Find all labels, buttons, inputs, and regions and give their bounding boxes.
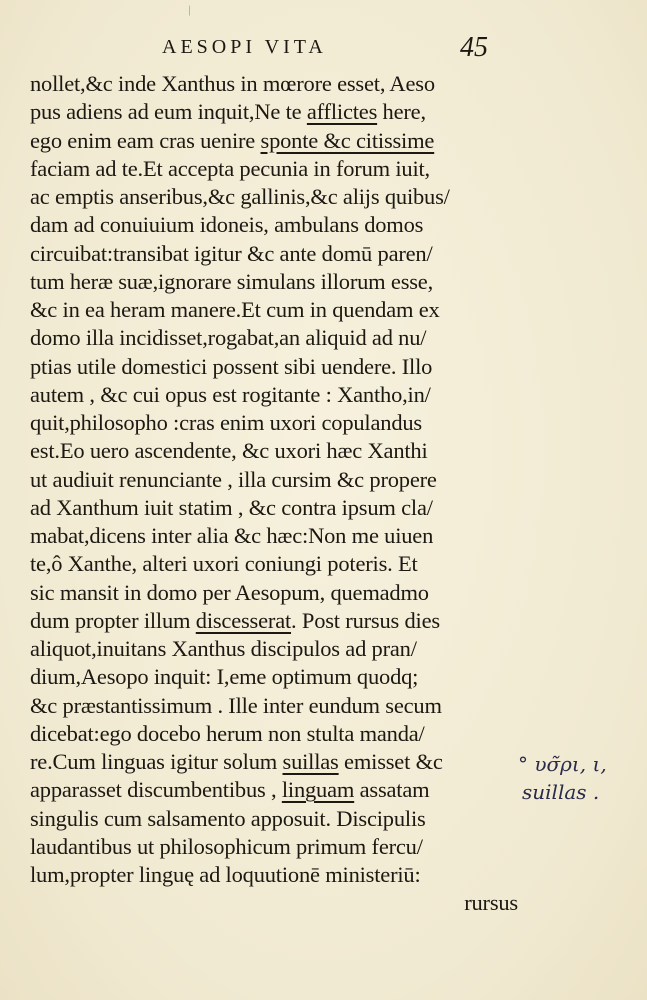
text-segment: quit,philosopho :cras enim uxori copulandus <box>30 410 422 435</box>
text-segment: ac emptis anseribus,&c gallinis,&c alijs quibus/ <box>30 184 450 209</box>
text-segment: &c præstantissimum . Ille inter eundum secum <box>30 692 442 718</box>
text-segment: laudantibus ut philosophicum primum fercu/ <box>30 833 423 859</box>
text-segment: dum propter illum <box>30 607 196 633</box>
text-segment: singulis cum salsamento apposuit. Discipulis <box>30 805 426 831</box>
text-segment: dium,Aesopo inquit: I,eme optimum quodq; <box>30 664 419 690</box>
underlined-word: sponte &c citissime <box>260 127 435 153</box>
text-line <box>30 861 518 889</box>
text-segment: ego enim eam cras uenire <box>30 127 261 153</box>
page-header <box>0 30 647 66</box>
text-segment: domo illa incidisset,rogabat,an aliquid ad nu/ <box>30 325 427 351</box>
text-line <box>30 607 518 635</box>
text-line <box>30 353 518 381</box>
text-segment: circuibat:transibat igitur &c ante domū paren/ <box>30 240 433 266</box>
text-segment: te,ô Xanthe, alteri uxori coniungi poteris. Et <box>30 551 418 577</box>
text-segment: emisset &c <box>338 749 443 774</box>
text-line <box>30 579 518 607</box>
text-line <box>30 98 518 126</box>
text-segment: pus adiens ad eum inquit,Ne te <box>30 99 307 125</box>
text-segment: here, <box>377 99 426 125</box>
body-text <box>30 70 518 918</box>
text-segment: est.Eo uero ascendente, &c uxori hæc Xanthi <box>30 438 428 464</box>
text-line <box>30 437 518 465</box>
underlined-word: afflictes <box>306 99 378 125</box>
text-line <box>30 70 518 98</box>
text-segment: &c in ea heram manere.Et cum in quendam ex <box>30 297 440 322</box>
text-line <box>30 240 518 268</box>
text-segment: dicebat:ego docebo herum non stulta manda/ <box>30 720 425 746</box>
page-number: 45 <box>460 32 488 63</box>
text-line <box>30 409 518 437</box>
text-line <box>30 324 518 352</box>
text-segment: dam ad conuiuium idoneis, ambulans domos <box>30 212 424 238</box>
text-line <box>30 155 518 183</box>
text-segment: re.Cum linguas igitur solum <box>30 749 283 774</box>
marginal-notes <box>518 744 647 814</box>
text-segment: tum heræ suæ,ignorare simulans illorum esse, <box>30 268 434 294</box>
running-title: AESOPI VITA <box>162 36 327 58</box>
text-segment: nollet,&c inde Xanthus in mœrore esset, Aeso <box>30 71 435 96</box>
text-line <box>30 466 518 494</box>
text-line <box>30 522 518 550</box>
text-segment: ad Xanthum iuit statim , &c contra ipsum cla/ <box>30 494 433 520</box>
text-segment: lum,propter linguę ad loquutionē ministeriū: <box>30 862 421 887</box>
text-line <box>30 494 518 522</box>
text-line <box>30 268 518 296</box>
text-segment: . Post rursus dies <box>291 607 440 633</box>
text-line <box>30 663 518 691</box>
text-line <box>30 748 518 776</box>
text-line <box>30 550 518 578</box>
marginal-note: suillas . <box>522 780 600 804</box>
text-segment: ut audiuit renunciante , illa cursim &c propere <box>30 466 437 492</box>
underlined-word: suillas <box>282 749 339 774</box>
text-line <box>30 211 518 239</box>
text-line <box>30 776 518 804</box>
text-segment: aliquot,inuitans Xanthus discipulos ad pran/ <box>30 636 417 661</box>
text-line <box>30 889 518 917</box>
text-segment: assatam <box>354 777 430 803</box>
marginal-note: ° υσ̃ρι, ι, <box>518 752 607 776</box>
text-line <box>30 127 518 155</box>
text-line <box>30 720 518 748</box>
text-segment: mabat,dicens inter alia &c hæc:Non me uiuen <box>30 523 434 548</box>
text-line <box>30 833 518 861</box>
text-segment: rursus <box>464 890 518 916</box>
text-segment: autem , &c cui opus est rogitante : Xantho,in/ <box>30 381 431 407</box>
text-segment: sic mansit in domo per Aesopum, quemadmo <box>30 579 429 605</box>
text-segment: faciam ad te.Et accepta pecunia in forum iuit, <box>30 155 430 181</box>
ink-mark: / <box>185 3 195 20</box>
text-line <box>30 635 518 663</box>
text-segment: apparasset discumbentibus , <box>30 777 282 803</box>
text-line <box>30 805 518 833</box>
underlined-word: discesserat <box>195 607 292 633</box>
text-line <box>30 692 518 720</box>
text-line <box>30 183 518 211</box>
text-segment: ptias utile domestici possent sibi uendere. Illo <box>30 353 433 379</box>
text-line <box>30 381 518 409</box>
text-line <box>30 296 518 324</box>
underlined-word: linguam <box>281 777 355 803</box>
